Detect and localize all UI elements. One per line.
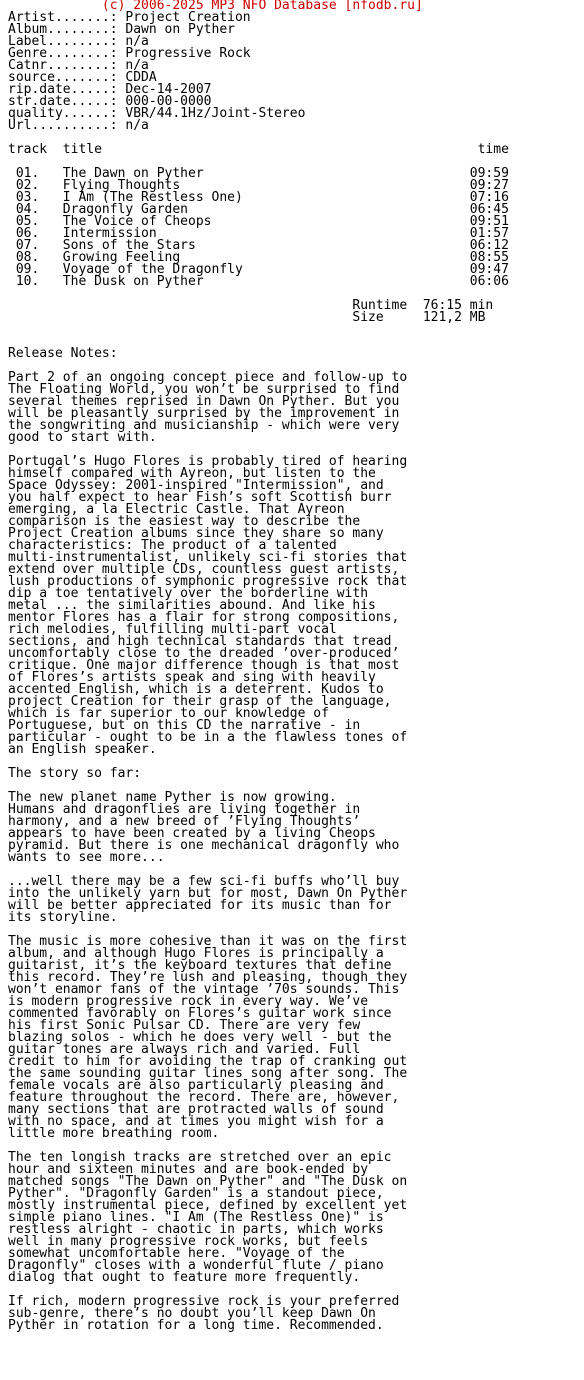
nfo-line: Catnr........: n/a [8, 58, 149, 73]
nfo-line: particular - ought to be in a the flawless tones of [8, 730, 408, 745]
nfo-line: dip a toe tentatively over the borderline with [8, 586, 369, 601]
nfo-line: himself compared with Ayreon, but listen to the [8, 466, 376, 481]
nfo-line: 08. Growing Feeling 08:55 [8, 250, 509, 265]
nfo-line: female vocals are also particularly pleasing and [8, 1078, 384, 1093]
nfo-line: mentor Flores has a flair for strong compositions, [8, 610, 400, 625]
nfo-line: comparison is the easiest way to describe the [8, 514, 361, 529]
nfo-line: 05. The Voice of Cheops 09:51 [8, 214, 509, 229]
nfo-line: The new planet name Pyther is now growing. [8, 790, 337, 805]
nfo-line: Url..........: n/a [8, 118, 149, 133]
nfo-line: 04. Dragonfly Garden 06:45 [8, 202, 509, 217]
nfo-line: of Flores’s artists speak and sing with heavily [8, 670, 376, 685]
nfo-line: Release Notes: [8, 346, 118, 361]
nfo-line [8, 324, 509, 336]
nfo-line: 01. The Dawn on Pyther 09:59 [8, 166, 509, 181]
nfo-line: track title time [8, 142, 509, 157]
nfo-line: its storyline. [8, 910, 118, 925]
nfo-line: rich melodies, fulfilling multi-part vocal [8, 622, 337, 637]
nfo-text [8, 0, 509, 1332]
nfo-line: won’t enamor fans of the vintage ’70s sounds. This [8, 982, 400, 997]
nfo-line: Part 2 of an ongoing concept piece and follow-up to [8, 370, 408, 385]
nfo-line: 07. Sons of the Stars 06:12 [8, 238, 509, 253]
nfo-line: somewhat uncomfortable here. "Voyage of the [8, 1246, 345, 1261]
nfo-line: his first Sonic Pulsar CD. There are very few [8, 1018, 361, 1033]
nfo-body [8, 12, 509, 1332]
nfo-line: The ten longish tracks are stretched over an epic [8, 1150, 392, 1165]
nfo-line: little more breathing room. [8, 1126, 220, 1141]
nfo-line: pyramid. But there is one mechanical dragonfly who [8, 838, 400, 853]
nfo-line: ...well there may be a few sci-fi buffs who’ll buy [8, 874, 400, 889]
nfo-line: with no space, and at times you might wish for a [8, 1114, 384, 1129]
nfo-line: the same sounding guitar lines song after song. The [8, 1066, 408, 1081]
nfo-line: Genre........: Progressive Rock [8, 46, 251, 61]
nfo-line: The music is more cohesive than it was on the first [8, 934, 408, 949]
nfo-line: emerging, a la Electric Castle. That Ayreon [8, 502, 345, 517]
nfo-line: Album........: Dawn on Pyther [8, 22, 235, 37]
nfo-line: Dragonfly" closes with a wonderful flute / piano [8, 1258, 384, 1273]
nfo-line: will be better appreciated for its music than for [8, 898, 392, 913]
nfo-line: is modern progressive rock in every way. We’ve [8, 994, 369, 1009]
nfo-line: good to start with. [8, 430, 157, 445]
nfo-line: hour and sixteen minutes and are book-ended by [8, 1162, 369, 1177]
nfo-line: Artist.......: Project Creation [8, 10, 251, 25]
nfo-line: 06. Intermission 01:57 [8, 226, 509, 241]
nfo-line: Pyther". "Dragonfly Garden" is a standout piece, [8, 1186, 384, 1201]
nfo-line: The Floating World, you won’t be surprised to find [8, 382, 400, 397]
nfo-line: credit to him for avoiding the trap of cranking out [8, 1054, 408, 1069]
nfo-line: The story so far: [8, 766, 142, 781]
nfo-line: an English speaker. [8, 742, 157, 757]
nfo-line: metal ... the similarities abound. And like his [8, 598, 376, 613]
nfo-line: str.date.....: 000-00-0000 [8, 94, 212, 109]
nfo-line: Runtime 76:15 min [8, 298, 494, 313]
nfo-line: source.......: CDDA [8, 70, 157, 85]
nfo-line: feature throughout the record. There are, however, [8, 1090, 400, 1105]
nfo-line: Size 121,2 MB [8, 310, 486, 325]
nfo-line: quality......: VBR/44.1Hz/Joint-Stereo [8, 106, 306, 121]
nfo-line: multi-instrumentalist, unlikely sci-fi stories that [8, 550, 408, 565]
nfo-line: project Creation for their grasp of the language, [8, 694, 392, 709]
nfo-line: guitarist, it’s the keyboard textures that define [8, 958, 392, 973]
nfo-line: sections, and high technical standards that tread [8, 634, 392, 649]
nfo-line: blazing solos - which he does very well - but the [8, 1030, 392, 1045]
nfo-line: characteristics: The product of a talented [8, 538, 337, 553]
nfo-line: Label........: n/a [8, 34, 149, 49]
nfo-header: (c) 2006-2025 MP3 NFO Database [nfodb.ru] [8, 0, 423, 13]
nfo-line: harmony, and a new breed of ’Flying Thoughts’ [8, 814, 361, 829]
nfo-line: which is far superior to our knowledge of [8, 706, 329, 721]
nfo-line: guitar tones are always rich and varied. Full [8, 1042, 361, 1057]
nfo-line: rip.date.....: Dec-14-2007 [8, 82, 212, 97]
nfo-line: Portugal’s Hugo Flores is probably tired of hearing [8, 454, 408, 469]
nfo-line: 09. Voyage of the Dragonfly 09:47 [8, 262, 509, 277]
nfo-line: restless alright - chaotic in parts, which works [8, 1222, 384, 1237]
nfo-line: critique. One major difference though is that most [8, 658, 400, 673]
nfo-line: will be pleasantly surprised by the improvement in [8, 406, 400, 421]
nfo-line: 02. Flying Thoughts 09:27 [8, 178, 509, 193]
nfo-line: simple piano lines. "I Am (The Restless One)" is [8, 1210, 384, 1225]
nfo-line: well in many progressive rock works, but feels [8, 1234, 369, 1249]
nfo-line: into the unlikely yarn but for most, Dawn On Pyther [8, 886, 408, 901]
nfo-line: extend over multiple CDs, countless guest artists, [8, 562, 400, 577]
nfo-line: many sections that are protracted walls of sound [8, 1102, 384, 1117]
nfo-line: lush productions of symphonic progressive rock that [8, 574, 408, 589]
nfo-line: this record. They’re lush and pleasing, though they [8, 970, 408, 985]
nfo-line: dialog that ought to feature more frequently. [8, 1270, 361, 1285]
nfo-line: wants to see more... [8, 850, 165, 865]
nfo-line: album, and although Hugo Flores is principally a [8, 946, 384, 961]
nfo-line: If rich, modern progressive rock is your preferred [8, 1294, 400, 1309]
nfo-line: appears to have been created by a living Cheops [8, 826, 376, 841]
nfo-line: several themes reprised in Dawn On Pyther. But you [8, 394, 400, 409]
nfo-line: mostly instrumental piece, defined by excellent yet [8, 1198, 408, 1213]
nfo-line: Pyther in rotation for a long time. Recommended. [8, 1318, 384, 1333]
nfo-line: Project Creation albums since they share so many [8, 526, 384, 541]
nfo-line: accented English, which is a deterrent. Kudos to [8, 682, 384, 697]
nfo-line: Space Odyssey: 2001-inspired "Intermission", and [8, 478, 384, 493]
nfo-line: matched songs "The Dawn on Pyther" and "The Dusk on [8, 1174, 408, 1189]
nfo-line: commented favorably on Flores’s guitar work since [8, 1006, 392, 1021]
nfo-line: uncomfortably close to the dreaded ’over-produced’ [8, 646, 400, 661]
nfo-line: sub-genre, there’s no doubt you’ll keep Dawn On [8, 1306, 376, 1321]
nfo-line: you half expect to hear Fish’s soft Scottish burr [8, 490, 392, 505]
nfo-line: Portuguese, but on this CD the narrative - in [8, 718, 361, 733]
nfo-line: Humans and dragonflies are living together in [8, 802, 361, 817]
nfo-line: the songwriting and musicianship - which were very [8, 418, 400, 433]
nfo-line: 03. I Am (The Restless One) 07:16 [8, 190, 509, 205]
nfo-line: 10. The Dusk on Pyther 06:06 [8, 274, 509, 289]
